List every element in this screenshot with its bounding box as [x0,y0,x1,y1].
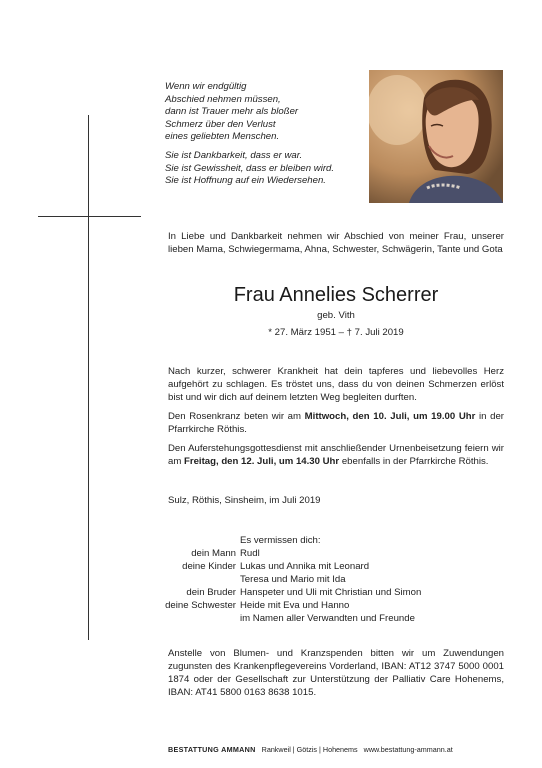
poem-stanza-2: Sie ist Dankbarkeit, dass er war. Sie ist Gewissheit, dass er bleiben wird. Sie ist Hoffnung auf ein Wiedersehen. [165,149,335,187]
intro-text: In Liebe und Dankbarkeit nehmen wir Abschied von meiner Frau, unserer lieben Mama, Schwiegermama, Ahna, Schwester, Schwägerin, Tante und Gota [168,231,504,255]
mourner-row: Teresa und Mario mit Ida [240,574,346,585]
memorial-cross-vertical [88,115,89,640]
mourner-row: dein Mann Rudl [191,548,260,559]
mourner-row: Es vermissen dich: [240,535,321,546]
life-dates: * 27. März 1951 – † 7. Juli 2019 [268,327,404,338]
memorial-cross-horizontal [38,216,141,217]
funeral-home-brand: BESTATTUNG AMMANN [168,745,256,754]
mourners-list [90,534,510,625]
funeral-paragraph: Den Auferstehungsgottesdienst mit anschließender Urnenbeisetzung feiern wir am Freitag, den 12. Juli, um 14.30 Uhr ebenfalls in der Pfarrkirche Röthis. [168,443,504,467]
place-and-date: Sulz, Röthis, Sinsheim, im Juli 2019 [168,495,321,506]
poem-stanza-1: Wenn wir endgültig Abschied nehmen müssen, dann ist Trauer mehr als bloßer Schmerz über den Verlust eines geliebten Menschen. [165,81,299,143]
footer [168,745,508,755]
announcement-body [168,365,504,474]
funeral-home-website[interactable]: www.bestattung-ammann.at [363,745,453,754]
deceased-name: Frau Annelies Scherrer [233,284,439,306]
rosary-date-time: Mittwoch, den 10. Juli, um 19.00 Uhr [304,411,476,422]
mourner-row: dein Bruder Hanspeter und Uli mit Christian und Simon [186,587,422,598]
mourner-row: im Namen aller Verwandten und Freunde [240,613,415,624]
rosary-paragraph: Den Rosenkranz beten wir am Mittwoch, den 10. Juli, um 19.00 Uhr in der Pfarrkirche Röthis. [168,411,504,435]
donation-request: Anstelle von Blumen- und Kranzspenden bitten wir um Zuwendungen zugunsten des Krankenpflegevereins Vorderland, IBAN: AT12 3747 5000 0001 1874 oder der Gesellschaft zur Unterstützung der Palliativ Care Hohenems, IBAN: AT41 5800 0163 8638 1015. [168,648,504,698]
mourner-row: deine Schwester Heide mit Eva und Hanno [165,600,350,611]
portrait-photo [369,70,503,203]
mourner-row: deine Kinder Lukas und Annika mit Leonard [182,561,370,572]
funeral-home-locations: Rankweil | Götzis | Hohenems [261,745,358,754]
funeral-date-time: Freitag, den 12. Juli, um 14.30 Uhr [184,456,340,467]
birth-name: geb. Vith [317,310,355,321]
illness-paragraph: Nach kurzer, schwerer Krankheit hat dein tapferes und liebevolles Herz aufgehört zu schlagen. Es tröstet uns, dass du von deinen Schmerzen erlöst bist und wir dich auf deinem letzten Weg begleiten durften. [168,366,504,403]
poem [165,81,365,194]
